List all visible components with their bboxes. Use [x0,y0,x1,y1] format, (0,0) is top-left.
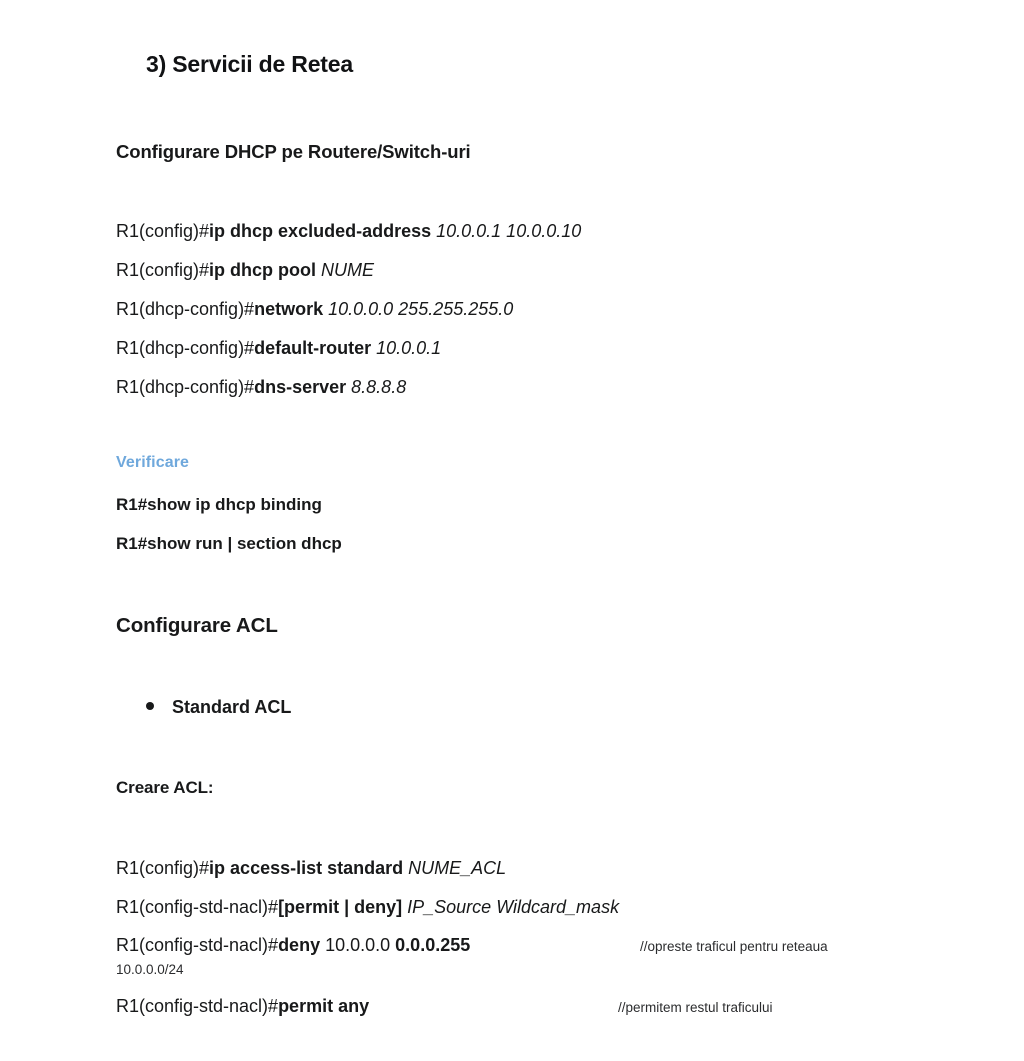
cli-wildcard-mask: 0.0.0.255 [395,935,471,955]
cli-source-address: 10.0.0.0 [325,935,391,955]
cli-prompt: R1(config)# [116,221,210,241]
list-item-standard-acl [146,697,291,718]
section-heading-creare-acl: Creare ACL: [116,778,214,797]
cli-line-dhcp-excluded-address [116,219,581,243]
cli-line-network [116,297,513,321]
cli-line-dns-server [116,375,406,399]
cli-prompt: R1(config-std-nacl)# [116,996,279,1016]
section-heading-dhcp: Configurare DHCP pe Routere/Switch-uri [116,141,471,162]
cli-argument: 10.0.0.1 [376,338,442,358]
cli-argument: 10.0.0.1 10.0.0.10 [436,221,582,241]
cli-line-show-ip-dhcp-binding: R1#show ip dhcp binding [116,495,322,514]
section-heading-acl: Configurare ACL [116,614,278,637]
cli-line-dhcp-pool [116,258,374,282]
cli-command: deny [278,935,321,955]
cli-prompt: R1(dhcp-config)# [116,338,255,358]
cli-line-permit-deny-template [116,895,619,919]
cli-argument: 8.8.8.8 [351,377,407,397]
cli-line-permit-any [116,994,369,1018]
cli-argument: NUME [321,260,375,280]
cli-line-deny-network [116,933,470,957]
cli-prompt: R1(config-std-nacl)# [116,897,279,917]
cli-command: dns-server [254,377,347,397]
cli-line-ip-access-list [116,856,506,880]
cli-prompt: R1(dhcp-config)# [116,299,255,319]
cli-argument: IP_Source Wildcard_mask [407,897,620,917]
cli-command: permit any [278,996,370,1016]
inline-comment-deny: //opreste traficul pentru reteaua [640,939,828,954]
cli-line-default-router [116,336,441,360]
inline-comment-deny-wrap: 10.0.0.0/24 [116,962,184,977]
cli-prompt: R1(dhcp-config)# [116,377,255,397]
bullet-icon [146,702,154,710]
cli-command: network [254,299,324,319]
cli-argument: 10.0.0.0 255.255.255.0 [328,299,514,319]
cli-line-show-run-section-dhcp: R1#show run | section dhcp [116,534,342,553]
verification-label: Verificare [116,454,190,471]
cli-command: ip dhcp excluded-address [209,221,432,241]
cli-argument: NUME_ACL [408,858,507,878]
cli-prompt: R1(config)# [116,260,210,280]
cli-prompt: R1(config)# [116,858,210,878]
list-item-label: Standard ACL [172,697,292,717]
cli-command: ip access-list standard [209,858,404,878]
cli-command: [permit | deny] [278,897,403,917]
inline-comment-permit: //permitem restul traficului [618,1000,773,1015]
cli-command: ip dhcp pool [209,260,317,280]
cli-prompt: R1(config-std-nacl)# [116,935,279,955]
cli-command: default-router [254,338,372,358]
page-title: 3) Servicii de Retea [146,51,353,77]
